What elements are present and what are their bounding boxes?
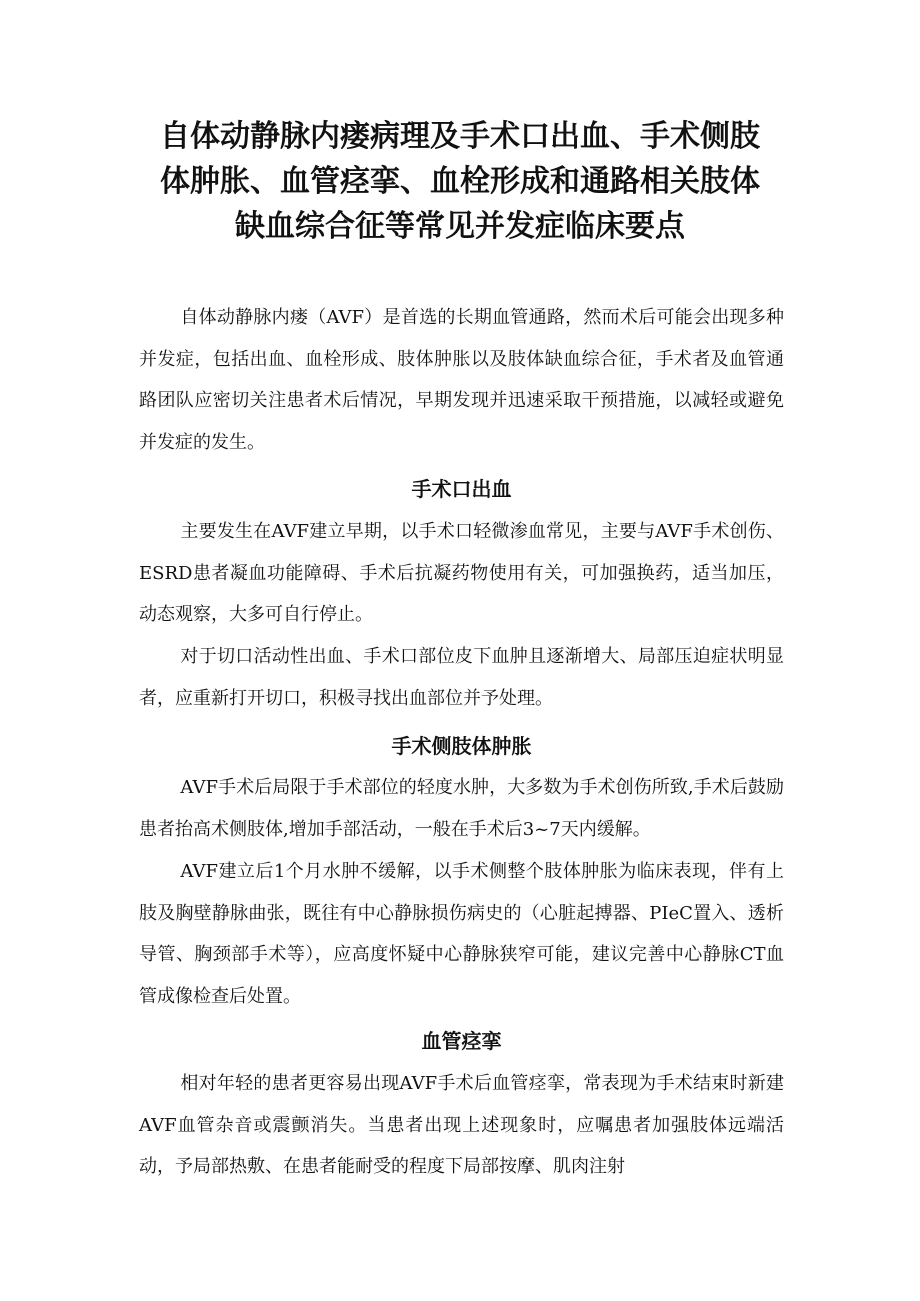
document-title: 自体动静脉内瘘病理及手术口出血、手术侧肢体肿胀、血管痉挛、血栓形成和通路相关肢体缺血综合征等常见并发症临床要点 (160, 119, 760, 244)
section-heading-limb-swelling: 手术侧肢体肿胀 (391, 734, 532, 758)
section-paragraph: 主要发生在AVF建立早期，以手术口轻微渗血常见，主要与AVF手术创伤、ESRD患者凝血功能障碍、手术后抗凝药物使用有关，可加强换药，适当加压，动态观察，大多可自行停止。 (139, 521, 784, 625)
section-paragraph: AVF手术后局限于手术部位的轻度水肿，大多数为手术创伤所致,手术后鼓励患者抬高术侧肢体,增加手部活动，一般在手术后3~7天内缓解。 (139, 777, 784, 840)
section-paragraph: 对于切口活动性出血、手术口部位皮下血肿且逐渐增大、局部压迫症状明显者，应重新打开切口，积极寻找出血部位并予处理。 (139, 646, 784, 709)
section-paragraph: AVF建立后1个月水肿不缓解，以手术侧整个肢体肿胀为临床表现，伴有上肢及胸壁静脉曲张，既往有中心静脉损伤病史的（心脏起搏器、PIeC置入、透析导管、胸颈部手术等），应高度怀疑中心静脉狭窄可能，建议完善中心静脉CT血管成像检查后处置。 (139, 861, 784, 1007)
intro-paragraph: 自体动静脉内瘘（AVF）是首选的长期血管通路，然而术后可能会出现多种并发症，包括出血、血栓形成、肢体肿胀以及肢体缺血综合征，手术者及血管通路团队应密切关注患者术后情况，早期发现并迅速采取干预措施，以减轻或避免并发症的发生。 (139, 307, 784, 453)
section-heading-vasospasm: 血管痉挛 (421, 1029, 502, 1053)
section-paragraph: 相对年轻的患者更容易出现AVF手术后血管痉挛，常表现为手术结束时新建AVF血管杂音或震颤消失。当患者出现上述现象时，应嘱患者加强肢体远端活动，予局部热敷、在患者能耐受的程度下局部按摩、肌肉注射 (139, 1073, 784, 1177)
section-heading-incision-bleeding: 手术口出血 (411, 477, 512, 501)
